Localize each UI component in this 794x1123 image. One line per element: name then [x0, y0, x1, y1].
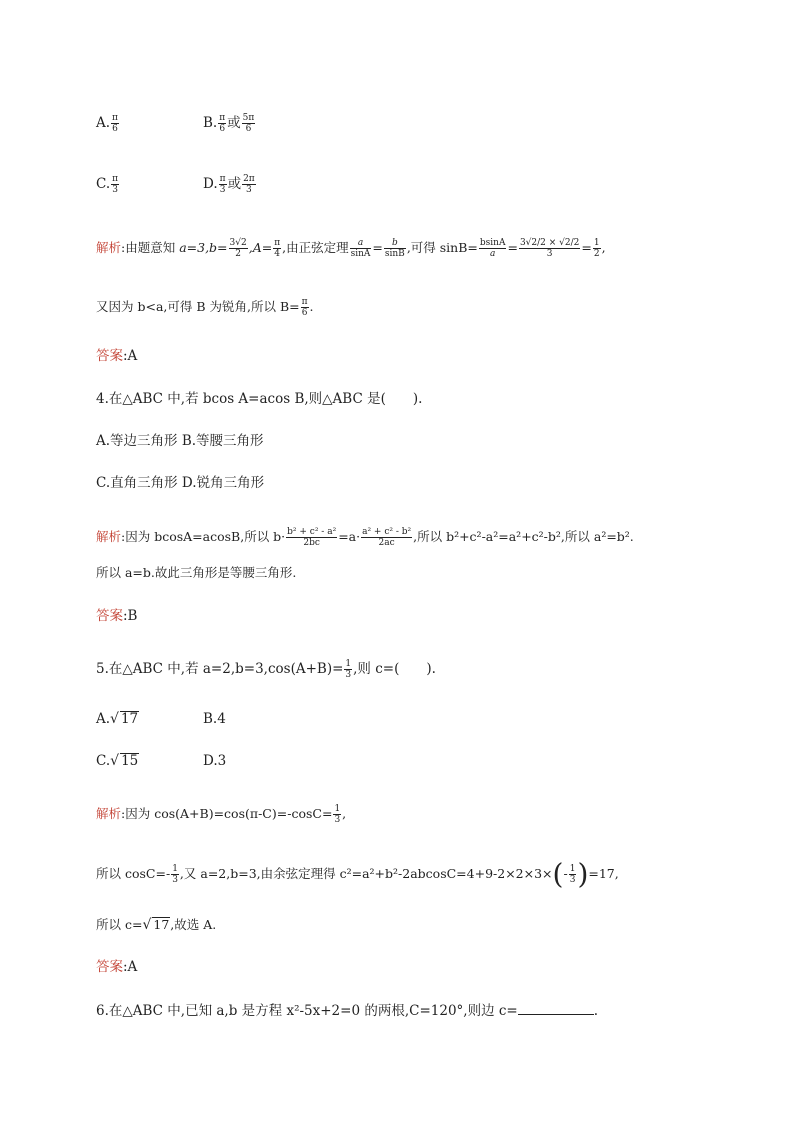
q5-option-A: A.√ 17 — [96, 711, 139, 727]
q3-option-C: C. $\frac{\pi}{3}$ — [96, 174, 119, 195]
q5-option-C: C.√ 15 — [96, 753, 139, 769]
q3-option-A: A. $\frac{\pi}{6}$ — [96, 113, 118, 134]
solution-label: 解析 — [96, 806, 122, 821]
solution-label: 解析 — [96, 240, 122, 255]
q4-solution-line1: 解析:因为 bcosA=acosB,所以 b· $\frac{\text{b² + c² - a²}}{2bc}$ =a· $\frac{\text{a² + c² - b²}}{2ac}$ ,所以 b²+c²-a²=a²+c²-b²,所以 a²=b². — [96, 527, 634, 548]
q5-solution-line1: 解析:因为 cos(A+B)=cos(π-C)=-cosC= $\frac{1}{3}$ , — [96, 804, 347, 825]
answer-blank[interactable] — [518, 1002, 594, 1015]
q3-solution-line1: 解析:由题意知 a=3,b= $\frac{3√2}{2}$ ,A= $\frac{\pi}{4}$ ,由正弦定理 $\frac{a}{\sin A}$ = $\frac{b}{\sin B}$ ,可得 sinB= $\frac{bsinA}{a}$ = $\frac{3√2/2 \times √2/2}{3}$ = $\frac{1}{2}$ , — [96, 238, 606, 259]
q5-option-B: B.4 — [203, 711, 226, 727]
q3-answer: 答案:A — [96, 348, 138, 364]
q6-stem: 6.在△ABC 中,已知 a,b 是方程 x²-5x+2=0 的两根,C=120°,则边 c= . — [96, 1003, 599, 1019]
q4-options-AB: A.等边三角形 B.等腰三角形 — [96, 433, 264, 449]
q4-stem: 4.在△ABC 中,若 bcos A=acos B,则△ABC 是( ). — [96, 391, 423, 407]
q4-solution-line2: 所以 a=b.故此三角形是等腰三角形. — [96, 565, 297, 580]
q5-solution-line2: 所以 cosC=- $\frac{1}{3}$ ,又 a=2,b=3,由余弦定理得 c²=a²+b²-2abcosC=4+9-2×2×3×(- $\frac{1}{3}$ )=17, — [96, 857, 619, 891]
answer-label: 答案 — [96, 608, 123, 624]
q5-stem: 5.在△ABC 中,若 a=2,b=3,cos(A+B)= $\frac{1}{3}$ ,则 c=( ). — [96, 659, 436, 680]
q4-options-CD: C.直角三角形 D.锐角三角形 — [96, 475, 265, 491]
q3-option-B: B. $\frac{\pi}{6}$ 或 $\frac{5\pi}{6}$ — [203, 113, 255, 134]
q4-answer: 答案:B — [96, 608, 138, 624]
q3-solution-line2: 又因为 b<a,可得 B 为锐角,所以 B= $\frac{\pi}{6}$ . — [96, 297, 314, 318]
answer-label: 答案 — [96, 959, 123, 975]
q3-option-D: D. $\frac{\pi}{3}$ 或 $\frac{2\pi}{3}$ — [203, 174, 255, 195]
answer-label: 答案 — [96, 348, 123, 364]
q5-answer: 答案:A — [96, 959, 138, 975]
solution-label: 解析 — [96, 529, 122, 544]
q5-option-D: D.3 — [203, 753, 227, 769]
q5-solution-line3: 所以 c=√ 17,故选 A. — [96, 917, 217, 933]
